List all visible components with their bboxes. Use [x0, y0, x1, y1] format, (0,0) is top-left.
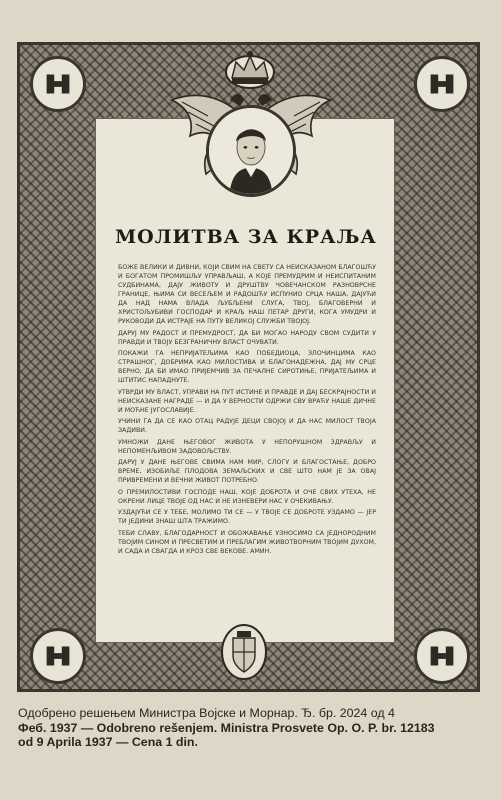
footer-line: Одобрено решењем Министра Војске и Морнар. Ђ. бр. 2024 од 4: [18, 706, 395, 720]
prayer-paragraph: УЧИНИ ГА ДА СЕ КАО ОТАЦ РАДУЈЕ ДЕЦИ СВОЈОЈ И ДА НАС МИЛОСТ ТВОЈА ЗАДИВИ.: [118, 418, 376, 435]
cyrillic-monogram-icon: [423, 65, 461, 103]
prayer-paragraph: О ПРЕМИЛОСТИВИ ГОСПОДЕ НАШ, КОЈЕ ДОБРОТА И ОЧЕ СВИХ УТЕХА, НЕ ОКРЕНИ ЛИЦЕ ТВОЈЕ ОД НАС И НЕ ИЗНЕВЕРИ НАС У ОЧЕКИВАЊУ.: [118, 488, 376, 505]
prayer-title: МОЛИТВА ЗА КРАЉА: [115, 226, 377, 248]
prayer-paragraph: ДАРУЈ МУ РАДОСТ И ПРЕМУДРОСТ, ДА БИ МОГАО НАРОДУ СВОМ СУДИТИ У ПРАВДИ И ТВОЈУ БЕЗГРАНИЧНУ ВЛАСТ ОЧУВАТИ.: [118, 329, 376, 346]
footer-line: od 9 Aprila 1937 — Cena 1 din.: [18, 735, 198, 749]
corner-medallion-top-right: [414, 56, 470, 112]
prayer-paragraph: ПОКАЖИ ГА НЕПРИЈАТЕЉИМА КАО ПОБЕДИОЦА, ЗЛОЧИНЦИМА КАО СТРАШНОГ, ДОБРИМА КАО МИЛОСТИВА И БЛАГОНАДЕЖНА, ДАЈ МУ СРЦЕ ВЕРНО, ДА БИ ИМАО ПРИЈЕМЧИВ ЗА ПЕЧАЛНЕ СИРОТИЊЕ, ПРИЈАТЕЉИМА И ШТИТИС НАПАДНУТЕ.: [118, 350, 376, 385]
prayer-paragraph: УЗДАЈУЋИ СЕ У ТЕБЕ, МОЛИМО ТИ СЕ — У ТВОЈЕ СЕ ДОБРОТЕ УЗДАМО — ЈЕР ТИ ЈЕДИНИ ЗНАШ ШТА ТРАЖИМО.: [118, 509, 376, 526]
king-portrait: [206, 105, 296, 197]
cyrillic-monogram-icon: [39, 65, 77, 103]
prayer-text: [118, 263, 376, 558]
prayer-paragraph: ТЕБИ СЛАВУ, БЛАГОДАРНОСТ И ОБОЖАВАЊЕ УЗНОСИМО СА ЈЕДНОРОДНИМ ТВОЈИМ СИНОМ И ПРЕСВЕТИМ И ПРЕБЛАГИМ ЖИВОТВОРНИМ ТВОЈИМ ДУХОМ, И САДА И СВАГДА И КРОЗ СВЕ ВЕКОВЕ. АМИН.: [118, 529, 376, 555]
corner-medallion-top-left: [30, 56, 86, 112]
cyrillic-monogram-icon: [39, 637, 77, 675]
cyrillic-monogram-icon: [423, 637, 461, 675]
prayer-paragraph: ДАРУЈ У ДАНЕ ЊЕГОВЕ СВИМА НАМ МИР, СЛОГУ И БЛАГОСТАЊЕ, ДОБРО ВРЕМЕ, ИЗОБИЉЕ ПЛОДОВА ЗЕМАЉСКИХ И СВЕ ШТО НАМ ЈЕ ЗА ОВАЈ ПРИВРЕМЕНИ И ВЕЧНИ ЖИВОТ ПОТРЕБНО.: [118, 459, 376, 485]
footer-line: Феб. 1937 — Odobreno rešenjem. Ministra Prosvete Op. O. P. br. 12183: [18, 720, 435, 735]
prayer-paragraph: УТВРДИ МУ ВЛАСТ, УПРАВИ НА ПУТ ИСТИНЕ И ПРАВДЕ И ДАЈ БЕСКРАЈНОСТИ И НЕИСКАЗАНЕ НАГРАДЕ — И ДА У ВЕРНОСТИ ОДРЖИ СВУ ВРАЋУ НАШЕ ДИЧНЕ И МОЋНЕ ЈУГОСЛАВИЈЕ.: [118, 388, 376, 414]
prayer-paragraph: УМНОЖИ ДАНЕ ЊЕГОВОГ ЖИВОТА У НЕПОРУШНОМ ЗДРАВЉУ И НЕПОМЕНЉИВОМ ЗАДОВОЉСТВУ.: [118, 438, 376, 455]
portrait-icon: [209, 108, 293, 194]
corner-medallion-bottom-left: [30, 628, 86, 684]
corner-medallion-bottom-right: [414, 628, 470, 684]
approval-footer: [18, 706, 488, 750]
prayer-paragraph: БОЖЕ ВЕЛИКИ И ДИВНИ, КОЈИ СВИМ НА СВЕТУ СА НЕИСКАЗАНОМ БЛАГОШЋУ И БОГАТОМ ПРОМИШЉУ УПРАВЉАШ, А КОЈЕ ПРЕМУДРИМ И НЕИСПИТАНИМ СУДБИНАМА, ДАЈУ ЖИВОТУ И ДРУШТВУ ЧОВЕЧАНСКОМ РАЗНОВРСНЕ ГРАНИЦЕ, ЊИМА СИ ВЕСЕЉЕМ И РАДОШЋУ ИСПУНИО СРЦА НАША, ДАЈУЋИ ДА НАД НАМА ВЛАДА ЉУБЉЕНИ СЛУГА, ТВОЈ, БЛАГОВЕРНИ И ХРИСТОЉУБИВИ ГОСПОДАР И КРАЉ НАШ ПЕТАР ДРУГИ, КОГА УМУДРИ И РУКОВОДИ ДА ИСТРАЈЕ НА ПУТУ ВЕЛИКОЈ СЛУЖБИ ТВОЈОЈ.: [118, 264, 376, 326]
coat-of-arms-icon: [219, 622, 269, 682]
